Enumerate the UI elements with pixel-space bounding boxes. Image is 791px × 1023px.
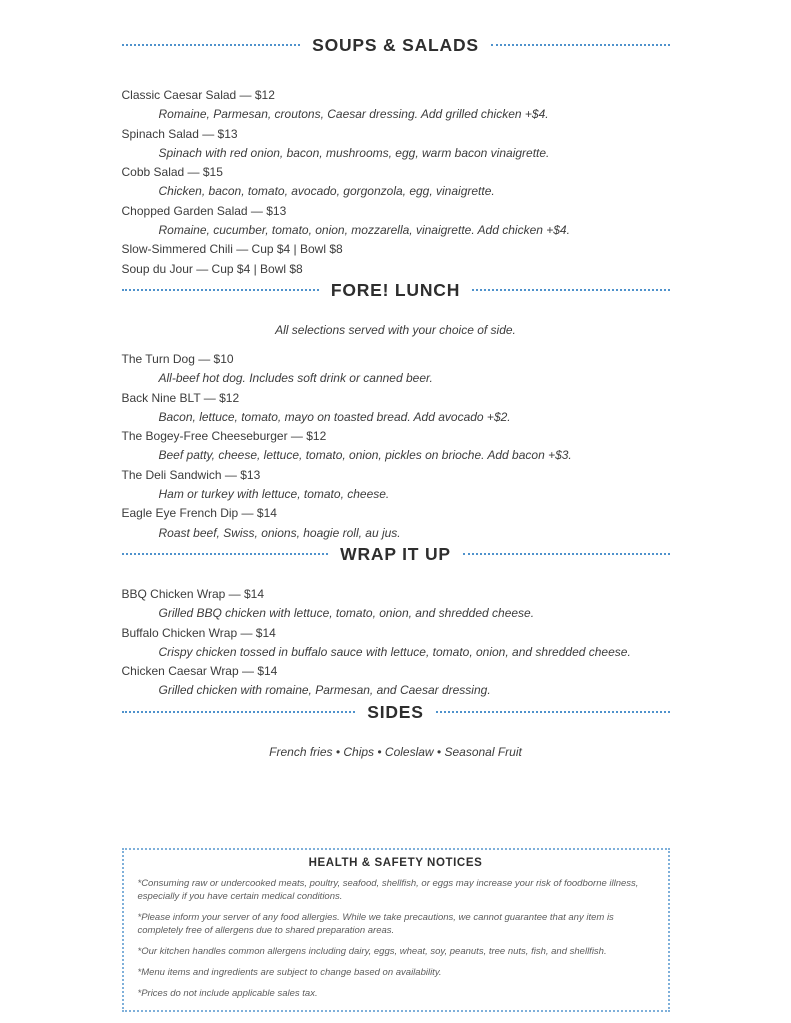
- divider-line: [491, 44, 670, 46]
- section-soups-and-salads: [122, 34, 670, 279]
- menu-item-name: The Turn Dog — $10: [121, 351, 234, 366]
- menu-item-desc: All-beef hot dog. Includes soft drink or canned beer.: [158, 371, 433, 386]
- section-title-fore-lunch: FORE! LUNCH: [330, 279, 461, 300]
- menu-item-desc: Roast beef, Swiss, onions, hoagie roll, au jus.: [158, 525, 401, 540]
- notices-title: HEALTH & SAFETY NOTICES: [308, 856, 483, 869]
- menu-item-name: Classic Caesar Salad — $12: [121, 88, 275, 102]
- menu-item-name: BBQ Chicken Wrap — $14: [121, 586, 265, 601]
- section-note: All selections served with your choice of side.: [275, 322, 516, 337]
- section-header: [122, 34, 670, 56]
- menu-item-name: Cobb Salad — $15: [121, 165, 223, 180]
- menu-item-desc: Romaine, cucumber, tomato, onion, mozzarella, vinaigrette. Add chicken +$4.: [158, 223, 570, 238]
- menu-item-desc: Bacon, lettuce, tomato, mayo on toasted bread. Add avocado +$2.: [158, 409, 511, 424]
- menu-item-desc: Spinach with red onion, bacon, mushrooms, egg, warm bacon vinaigrette.: [158, 145, 550, 160]
- menu-item-name: Slow-Simmered Chili — Cup $4 | Bowl $8: [121, 242, 343, 257]
- menu-item-name: Spinach Salad — $13: [121, 126, 238, 141]
- menu-item-name: Eagle Eye French Dip — $14: [121, 506, 277, 521]
- notice-item: *Please inform your server of any food allergies. While we take precautions, we cannot guarantee that any item is completely free of allergens due to shared preparation areas.: [137, 911, 614, 936]
- menu-item-desc: Grilled BBQ chicken with lettuce, tomato, onion, and shredded cheese.: [158, 606, 535, 621]
- menu-item-desc: Romaine, Parmesan, croutons, Caesar dressing. Add grilled chicken +$4.: [158, 107, 549, 122]
- menu-item-name: Chicken Caesar Wrap — $14: [121, 664, 278, 679]
- menu-item-desc: Chicken, bacon, tomato, avocado, gorgonzola, egg, vinaigrette.: [158, 184, 495, 199]
- menu-item-name: Soup du Jour — Cup $4 | Bowl $8: [121, 261, 303, 276]
- menu-item-name: The Deli Sandwich — $13: [121, 467, 261, 482]
- divider-line: [122, 289, 319, 291]
- menu-item-name: Back Nine BLT — $12: [121, 390, 240, 405]
- divider-line: [472, 289, 669, 291]
- section-header: [122, 701, 670, 723]
- health-safety-notices-box: [122, 848, 670, 1012]
- menu-item-desc: Ham or turkey with lettuce, tomato, cheese.: [158, 487, 390, 502]
- menu-item-desc: Crispy chicken tossed in buffalo sauce with lettuce, tomato, onion, and shredded cheese.: [158, 644, 631, 659]
- sides-list: French fries • Chips • Coleslaw • Seasonal Fruit: [269, 744, 522, 759]
- notice-item: *Our kitchen handles common allergens including dairy, eggs, wheat, soy, peanuts, tree nuts, fish, and shellfish.: [137, 945, 607, 957]
- notice-item: *Menu items and ingredients are subject to change based on availability.: [137, 966, 442, 978]
- section-fore-lunch: [122, 279, 670, 543]
- divider-line: [122, 44, 301, 46]
- notice-item: *Consuming raw or undercooked meats, poultry, seafood, shellfish, or eggs may increase your risk of foodborne illness, especially if you have certain medical conditions.: [137, 877, 639, 902]
- divider-line: [122, 711, 356, 713]
- menu-item-list: [122, 585, 670, 701]
- section-header: [122, 543, 670, 565]
- section-wrap-it-up: [122, 543, 670, 701]
- menu-item-list: [122, 350, 670, 543]
- menu-item-list: [122, 86, 670, 279]
- section-title-soups-and-salads: SOUPS & SALADS: [312, 35, 479, 55]
- menu-item-desc: Beef patty, cheese, lettuce, tomato, onion, pickles on brioche. Add bacon +$3.: [158, 448, 572, 463]
- menu-item-name: Buffalo Chicken Wrap — $14: [121, 625, 276, 640]
- menu-item-name: The Bogey-Free Cheeseburger — $12: [121, 429, 327, 444]
- divider-line: [463, 553, 670, 555]
- section-sides: [122, 701, 670, 762]
- notice-item: *Prices do not include applicable sales tax.: [137, 987, 318, 999]
- divider-line: [122, 553, 329, 555]
- menu-item-name: Chopped Garden Salad — $13: [121, 203, 287, 218]
- section-header: [122, 279, 670, 301]
- menu-page: [122, 0, 670, 1012]
- section-title-sides: SIDES: [367, 701, 424, 722]
- section-title-wrap-it-up: WRAP IT UP: [340, 543, 451, 564]
- divider-line: [436, 711, 670, 713]
- menu-item-desc: Grilled chicken with romaine, Parmesan, and Caesar dressing.: [158, 683, 491, 698]
